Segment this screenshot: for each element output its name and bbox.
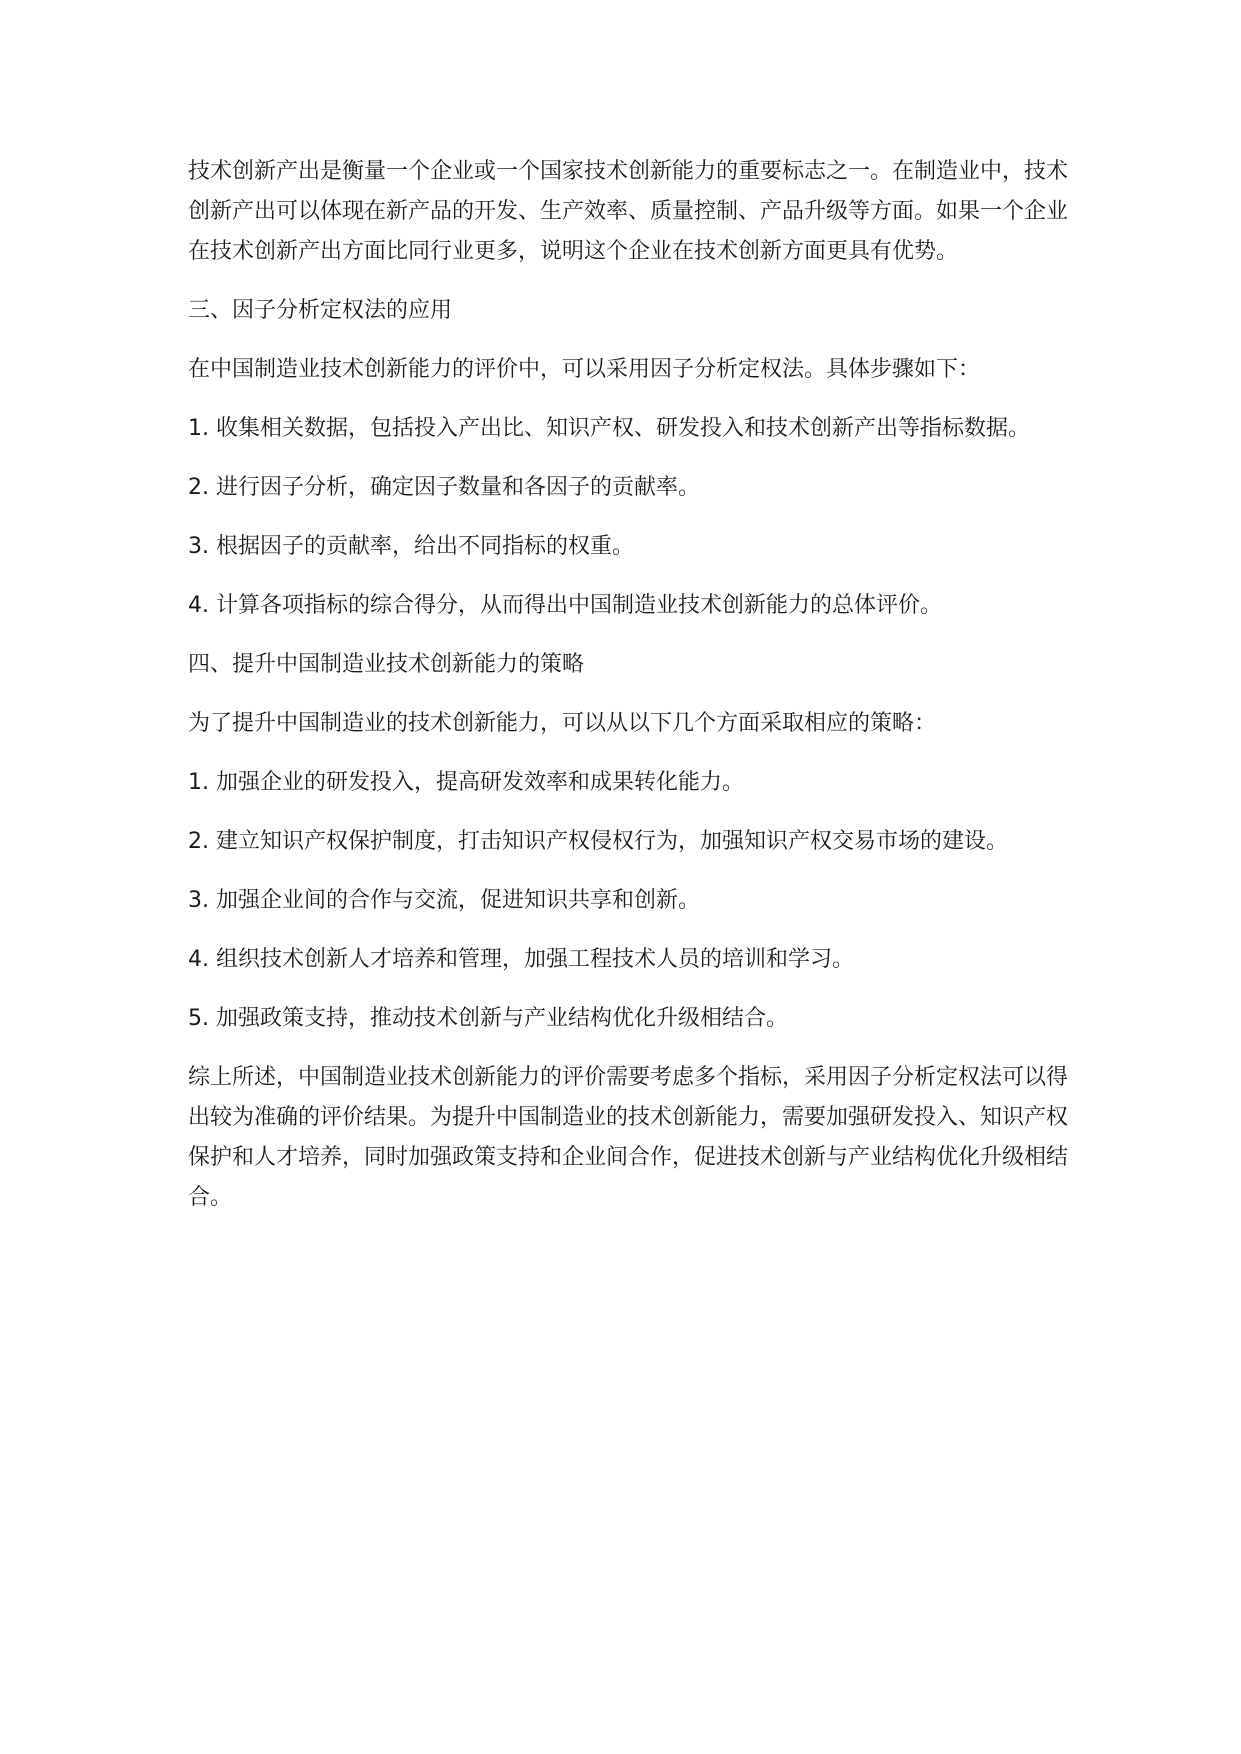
list-item-step-4: 4. 计算各项指标的综合得分，从而得出中国制造业技术创新能力的总体评价。	[188, 593, 942, 618]
paragraph-method-intro: 在中国制造业技术创新能力的评价中，可以采用因子分析定权法。具体步骤如下：	[188, 357, 981, 382]
list-item-strategy-2: 2. 建立知识产权保护制度，打击知识产权侵权行为，加强知识产权交易市场的建设。	[188, 829, 1008, 854]
list-item-strategy-1: 1. 加强企业的研发投入，提高研发效率和成果转化能力。	[188, 770, 744, 795]
list-item-step-1: 1. 收集相关数据，包括投入产出比、知识产权、研发投入和技术创新产出等指标数据。	[188, 416, 1030, 441]
paragraph-strategy-intro: 为了提升中国制造业的技术创新能力，可以从以下几个方面采取相应的策略：	[188, 711, 937, 736]
list-item-strategy-5: 5. 加强政策支持，推动技术创新与产业结构优化升级相结合。	[188, 1006, 788, 1031]
section-heading-4: 四、提升中国制造业技术创新能力的策略	[188, 652, 585, 677]
list-item-strategy-4: 4. 组织技术创新人才培养和管理，加强工程技术人员的培训和学习。	[188, 947, 854, 972]
paragraph-conclusion: 综上所述，中国制造业技术创新能力的评价需要考虑多个指标，采用因子分析定权法可以得出较为准确的评价结果。为提升中国制造业的技术创新能力，需要加强研发投入、知识产权保护和人才培养，同时加强政策支持和企业间合作，促进技术创新与产业结构优化升级相结合。	[188, 1065, 1069, 1210]
section-heading-3: 三、因子分析定权法的应用	[188, 298, 453, 323]
paragraph-tech-output: 技术创新产出是衡量一个企业或一个国家技术创新能力的重要标志之一。在制造业中，技术创新产出可以体现在新产品的开发、生产效率、质量控制、产品升级等方面。如果一个企业在技术创新产出方面比同行业更多，说明这个企业在技术创新方面更具有优势。	[188, 159, 1069, 264]
document-body	[188, 152, 1068, 1218]
list-item-strategy-3: 3. 加强企业间的合作与交流，促进知识共享和创新。	[188, 888, 700, 913]
list-item-step-3: 3. 根据因子的贡献率，给出不同指标的权重。	[188, 534, 634, 559]
list-item-step-2: 2. 进行因子分析，确定因子数量和各因子的贡献率。	[188, 475, 700, 500]
